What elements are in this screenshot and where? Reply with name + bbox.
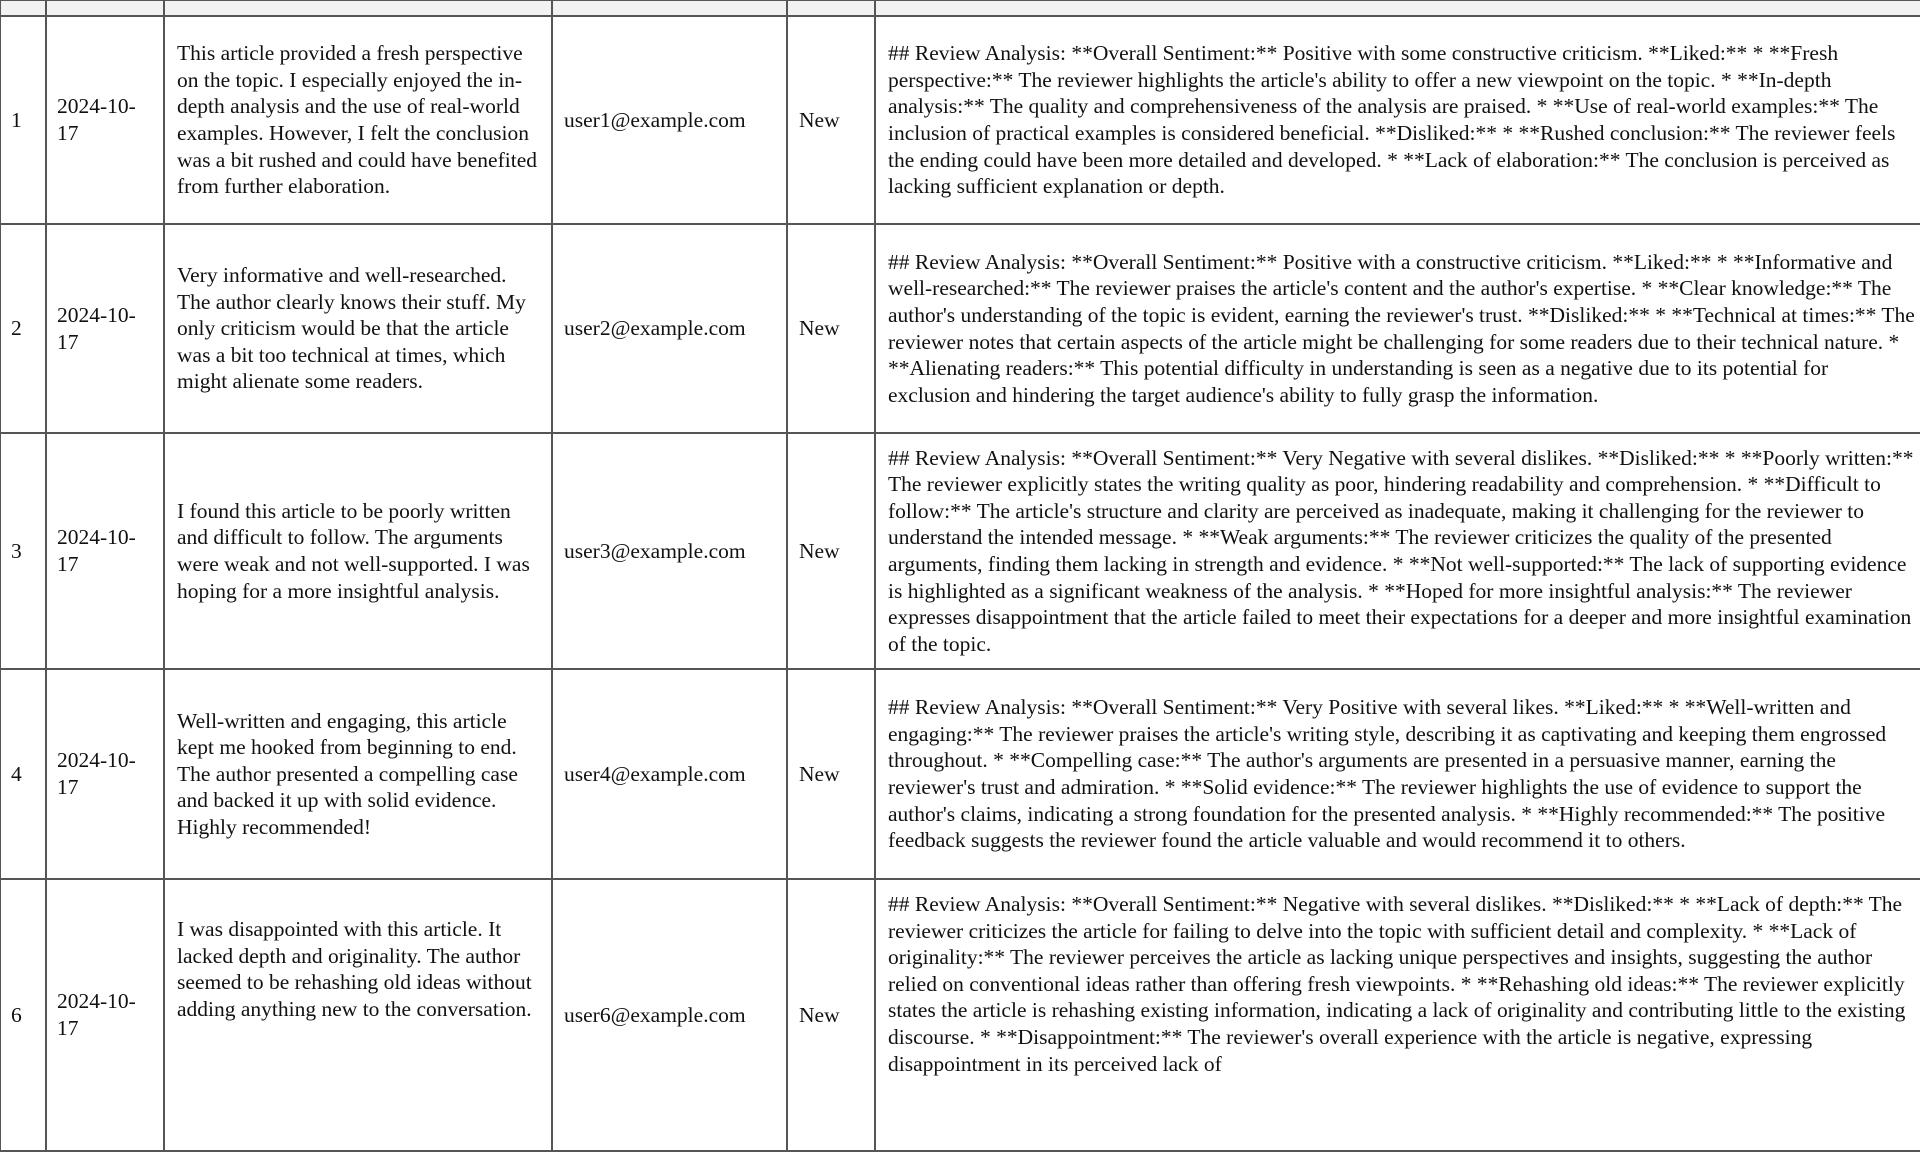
review-date: 2024-10-17 [46, 433, 164, 669]
review-date: 2024-10-17 [46, 879, 164, 1151]
table-row [0, 433, 1920, 669]
header-cell [875, 0, 1920, 16]
review-analysis: ## Review Analysis: **Overall Sentiment:** Negative with several dislikes. **Disliked:** * **Lack of depth:** The reviewer criticizes the article for failing to delve into the topic with sufficient detail and complexity. * **Lack of originality:** The reviewer perceives the article as lacking unique perspectives and insights, suggesting the author relied on conventional ideas rather than offering fresh viewpoints. * **Rehashing old ideas:** The reviewer explicitly states the article is rehashing existing information, indicating a lack of originality and contributing little to the existing discourse. * **Disappointment:** The reviewer's overall experience with the article is negative, expressing disappointment in its perceived lack of [875, 879, 1920, 1151]
review-text: I was disappointed with this article. It lacked depth and originality. The author seemed to be rehashing old ideas without adding anything new to the conversation. [164, 879, 552, 1151]
table-row [0, 224, 1920, 433]
row-id: 1 [0, 16, 46, 224]
header-cell [164, 0, 552, 16]
review-text: Well-written and engaging, this article kept me hooked from beginning to end. The author presented a compelling case and backed it up with solid evidence. Highly recommended! [164, 669, 552, 879]
review-analysis: ## Review Analysis: **Overall Sentiment:** Very Positive with several likes. **Liked:** * **Well-written and engaging:** The reviewer praises the article's writing style, describing it as captivating and keeping them engrossed throughout. * **Compelling case:** The author's arguments are presented in a persuasive manner, earning the reviewer's trust and admiration. * **Solid evidence:** The reviewer highlights the use of evidence to support the author's claims, indicating a strong foundation for the presented analysis. * **Highly recommended:** The positive feedback suggests the reviewer found the article valuable and would recommend it to others. [875, 669, 1920, 879]
table-header [0, 0, 1920, 16]
review-text: I found this article to be poorly written and difficult to follow. The arguments were weak and not well-supported. I was hoping for a more insightful analysis. [164, 433, 552, 669]
header-cell [787, 0, 875, 16]
user-email: user4@example.com [552, 669, 787, 879]
review-analysis: ## Review Analysis: **Overall Sentiment:** Very Negative with several dislikes. **Disliked:** * **Poorly written:** The reviewer explicitly states the writing quality as poor, hindering readability and comprehension. * **Difficult to follow:** The article's structure and clarity are perceived as inadequate, making it challenging for the reviewer to understand the intended message. * **Weak arguments:** The reviewer criticizes the quality of the presented arguments, finding them lacking in strength and evidence. * **Not well-supported:** The lack of supporting evidence is highlighted as a significant weakness of the analysis. * **Hoped for more insightful analysis:** The reviewer expresses disappointment that the article failed to meet their expectations for a deeper and more insightful examination of the topic. [875, 433, 1920, 669]
review-status: New [787, 433, 875, 669]
table-row [0, 16, 1920, 224]
user-email: user6@example.com [552, 879, 787, 1151]
table-body [0, 16, 1920, 1151]
review-text: Very informative and well-researched. The author clearly knows their stuff. My only criticism would be that the article was a bit too technical at times, which might alienate some readers. [164, 224, 552, 433]
review-analysis: ## Review Analysis: **Overall Sentiment:** Positive with some constructive criticism. **Liked:** * **Fresh perspective:** The reviewer highlights the article's ability to offer a new viewpoint on the topic. * **In-depth analysis:** The quality and comprehensiveness of the analysis are praised. * **Use of real-world examples:** The inclusion of practical examples is considered beneficial. **Disliked:** * **Rushed conclusion:** The reviewer feels the ending could have been more detailed and developed. * **Lack of elaboration:** The conclusion is perceived as lacking sufficient explanation or depth. [875, 16, 1920, 224]
header-row [0, 0, 1920, 16]
review-status: New [787, 16, 875, 224]
user-email: user2@example.com [552, 224, 787, 433]
header-cell [552, 0, 787, 16]
review-date: 2024-10-17 [46, 669, 164, 879]
review-status: New [787, 879, 875, 1151]
review-text: This article provided a fresh perspective on the topic. I especially enjoyed the in-depth analysis and the use of real-world examples. However, I felt the conclusion was a bit rushed and could have benefited from further elaboration. [164, 16, 552, 224]
review-status: New [787, 224, 875, 433]
header-cell [46, 0, 164, 16]
row-id: 3 [0, 433, 46, 669]
header-cell [0, 0, 46, 16]
row-id: 2 [0, 224, 46, 433]
row-id: 4 [0, 669, 46, 879]
row-id: 6 [0, 879, 46, 1151]
review-date: 2024-10-17 [46, 16, 164, 224]
review-analysis: ## Review Analysis: **Overall Sentiment:** Positive with a constructive criticism. **Liked:** * **Informative and well-researched:** The reviewer praises the article's content and the author's expertise. * **Clear knowledge:** The author's understanding of the topic is evident, earning the reviewer's trust. **Disliked:** * **Technical at times:** The reviewer notes that certain aspects of the article might be challenging for some readers due to their technical nature. * **Alienating readers:** This potential difficulty in understanding is seen as a negative due to its potential for exclusion and hindering the target audience's ability to fully grasp the information. [875, 224, 1920, 433]
review-status: New [787, 669, 875, 879]
table-row [0, 669, 1920, 879]
table-row [0, 879, 1920, 1151]
user-email: user1@example.com [552, 16, 787, 224]
user-email: user3@example.com [552, 433, 787, 669]
review-date: 2024-10-17 [46, 224, 164, 433]
